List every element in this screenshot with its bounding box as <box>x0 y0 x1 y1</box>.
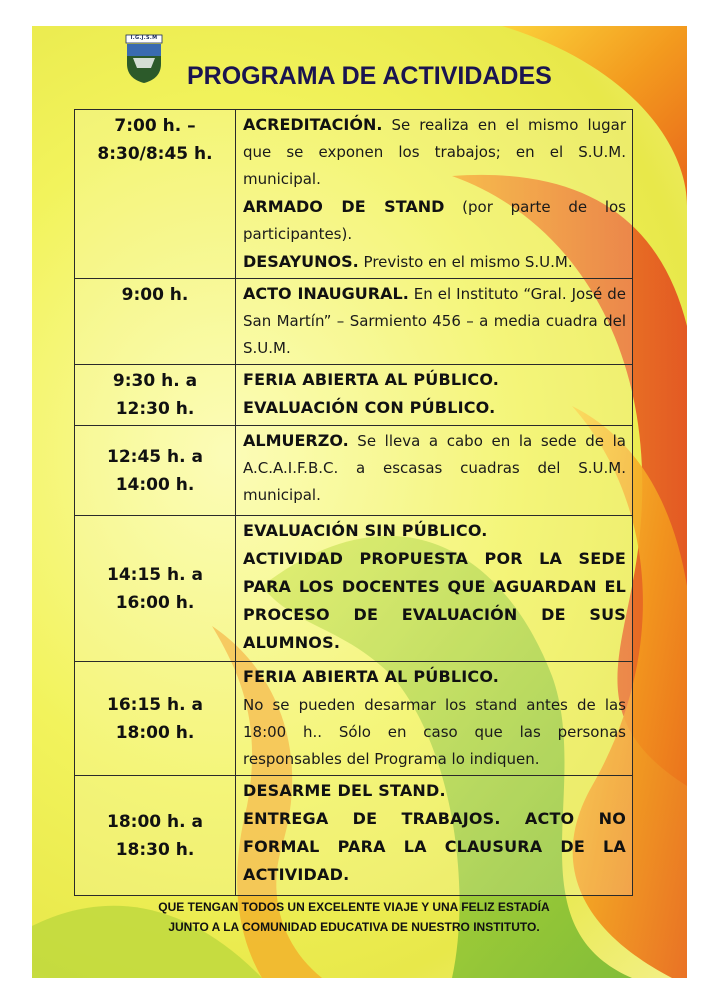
schedule-description <box>236 365 633 426</box>
schedule-time <box>75 662 236 776</box>
schedule-body <box>75 110 633 896</box>
activity-heading: ALMUERZO. <box>243 431 349 450</box>
activity-heading: EVALUACIÓN CON PÚBLICO. <box>243 398 496 417</box>
activity-heading: FERIA ABIERTA AL PÚBLICO. <box>243 667 500 686</box>
time-line: 14:15 h. a <box>107 564 203 585</box>
schedule-row <box>75 426 633 516</box>
time-line: 18:00 h. <box>115 722 195 743</box>
activity-text: En el Instituto “Gral. José de San Martín” – Sarmiento 456 – a media cuadra del S.U.M. <box>243 285 626 357</box>
activity-heading: FERIA ABIERTA AL PÚBLICO. <box>243 370 500 389</box>
time-line: 9:00 h. <box>121 285 189 305</box>
schedule-time <box>75 516 236 662</box>
activity-text: Previsto en el mismo S.U.M. <box>358 253 573 271</box>
activity-text: (por parte de los participantes). <box>243 198 626 243</box>
activity-item <box>243 545 626 657</box>
activity-item <box>243 663 626 691</box>
time-line: 12:45 h. a <box>107 446 203 467</box>
time-line: 18:00 h. a <box>107 811 203 832</box>
activity-item <box>243 805 626 889</box>
page-title: PROGRAMA DE ACTIVIDADES <box>187 62 552 90</box>
time-line: 12:30 h. <box>115 399 195 419</box>
time-line: 16:15 h. a <box>107 694 203 715</box>
schedule-description <box>236 426 633 516</box>
activity-text: Se realiza en el mismo lugar que se exponen los trabajos; en el S.U.M. municipal. <box>243 116 626 188</box>
schedule-row <box>75 365 633 426</box>
footer-line-1: QUE TENGAN TODOS UN EXCELENTE VIAJE Y UNA FELIZ ESTADÍA <box>158 900 550 914</box>
logo-text: I.G.J.S.M <box>130 35 158 41</box>
institute-logo <box>125 34 163 84</box>
schedule-description <box>236 279 633 365</box>
activity-item <box>243 427 626 509</box>
activity-item <box>243 691 626 773</box>
footer-line-2: JUNTO A LA COMUNIDAD EDUCATIVA DE NUESTRO INSTITUTO. <box>168 920 540 934</box>
activity-heading: ACREDITACIÓN. <box>243 115 383 134</box>
schedule-time <box>75 776 236 896</box>
activity-item <box>243 366 626 394</box>
activity-text: No se pueden desarmar los stand antes de las 18:00 h.. Sólo en caso que las personas responsables del Programa lo indiquen. <box>243 696 626 768</box>
time-line: 8:30/8:45 h. <box>97 144 213 164</box>
time-line: 16:00 h. <box>115 592 195 613</box>
activity-heading: DESARME DEL STAND. <box>243 781 446 800</box>
footer-message <box>84 897 624 937</box>
time-line: 14:00 h. <box>115 474 195 495</box>
schedule-description <box>236 662 633 776</box>
shield-icon <box>125 34 163 84</box>
schedule-description <box>236 110 633 279</box>
schedule-time <box>75 365 236 426</box>
time-line: 7:00 h. – <box>114 116 196 136</box>
activity-item <box>243 111 626 193</box>
activity-item <box>243 777 626 805</box>
activity-item <box>243 193 626 248</box>
schedule-time <box>75 279 236 365</box>
schedule-time <box>75 426 236 516</box>
schedule-row <box>75 662 633 776</box>
schedule-row <box>75 516 633 662</box>
schedule-description <box>236 516 633 662</box>
activity-text: Se lleva a cabo en la sede de la A.C.A.I.F.B.C. a escasas cuadras del S.U.M. municipal. <box>243 432 626 504</box>
activity-item <box>243 517 626 545</box>
activity-heading: ACTO INAUGURAL. <box>243 284 409 303</box>
activity-heading: ARMADO DE STAND <box>243 197 445 216</box>
activity-heading: EVALUACIÓN SIN PÚBLICO. <box>243 521 488 540</box>
activity-item <box>243 280 626 362</box>
schedule-row <box>75 776 633 896</box>
activity-heading: ENTREGA DE TRABAJOS. ACTO NO FORMAL PARA LA CLAUSURA DE LA ACTIVIDAD. <box>243 809 626 884</box>
time-line: 9:30 h. a <box>112 371 198 391</box>
activity-heading: ACTIVIDAD PROPUESTA POR LA SEDE PARA LOS DOCENTES QUE AGUARDAN EL PROCESO DE EVALUACIÓN DE SUS ALUMNOS. <box>243 549 626 652</box>
schedule-description <box>236 776 633 896</box>
schedule-row <box>75 110 633 279</box>
schedule-row <box>75 279 633 365</box>
activity-item <box>243 394 626 422</box>
schedule-time <box>75 110 236 279</box>
schedule-table <box>74 109 633 896</box>
activity-heading: DESAYUNOS. <box>243 252 359 271</box>
time-line: 18:30 h. <box>115 839 195 860</box>
activity-item <box>243 248 626 276</box>
